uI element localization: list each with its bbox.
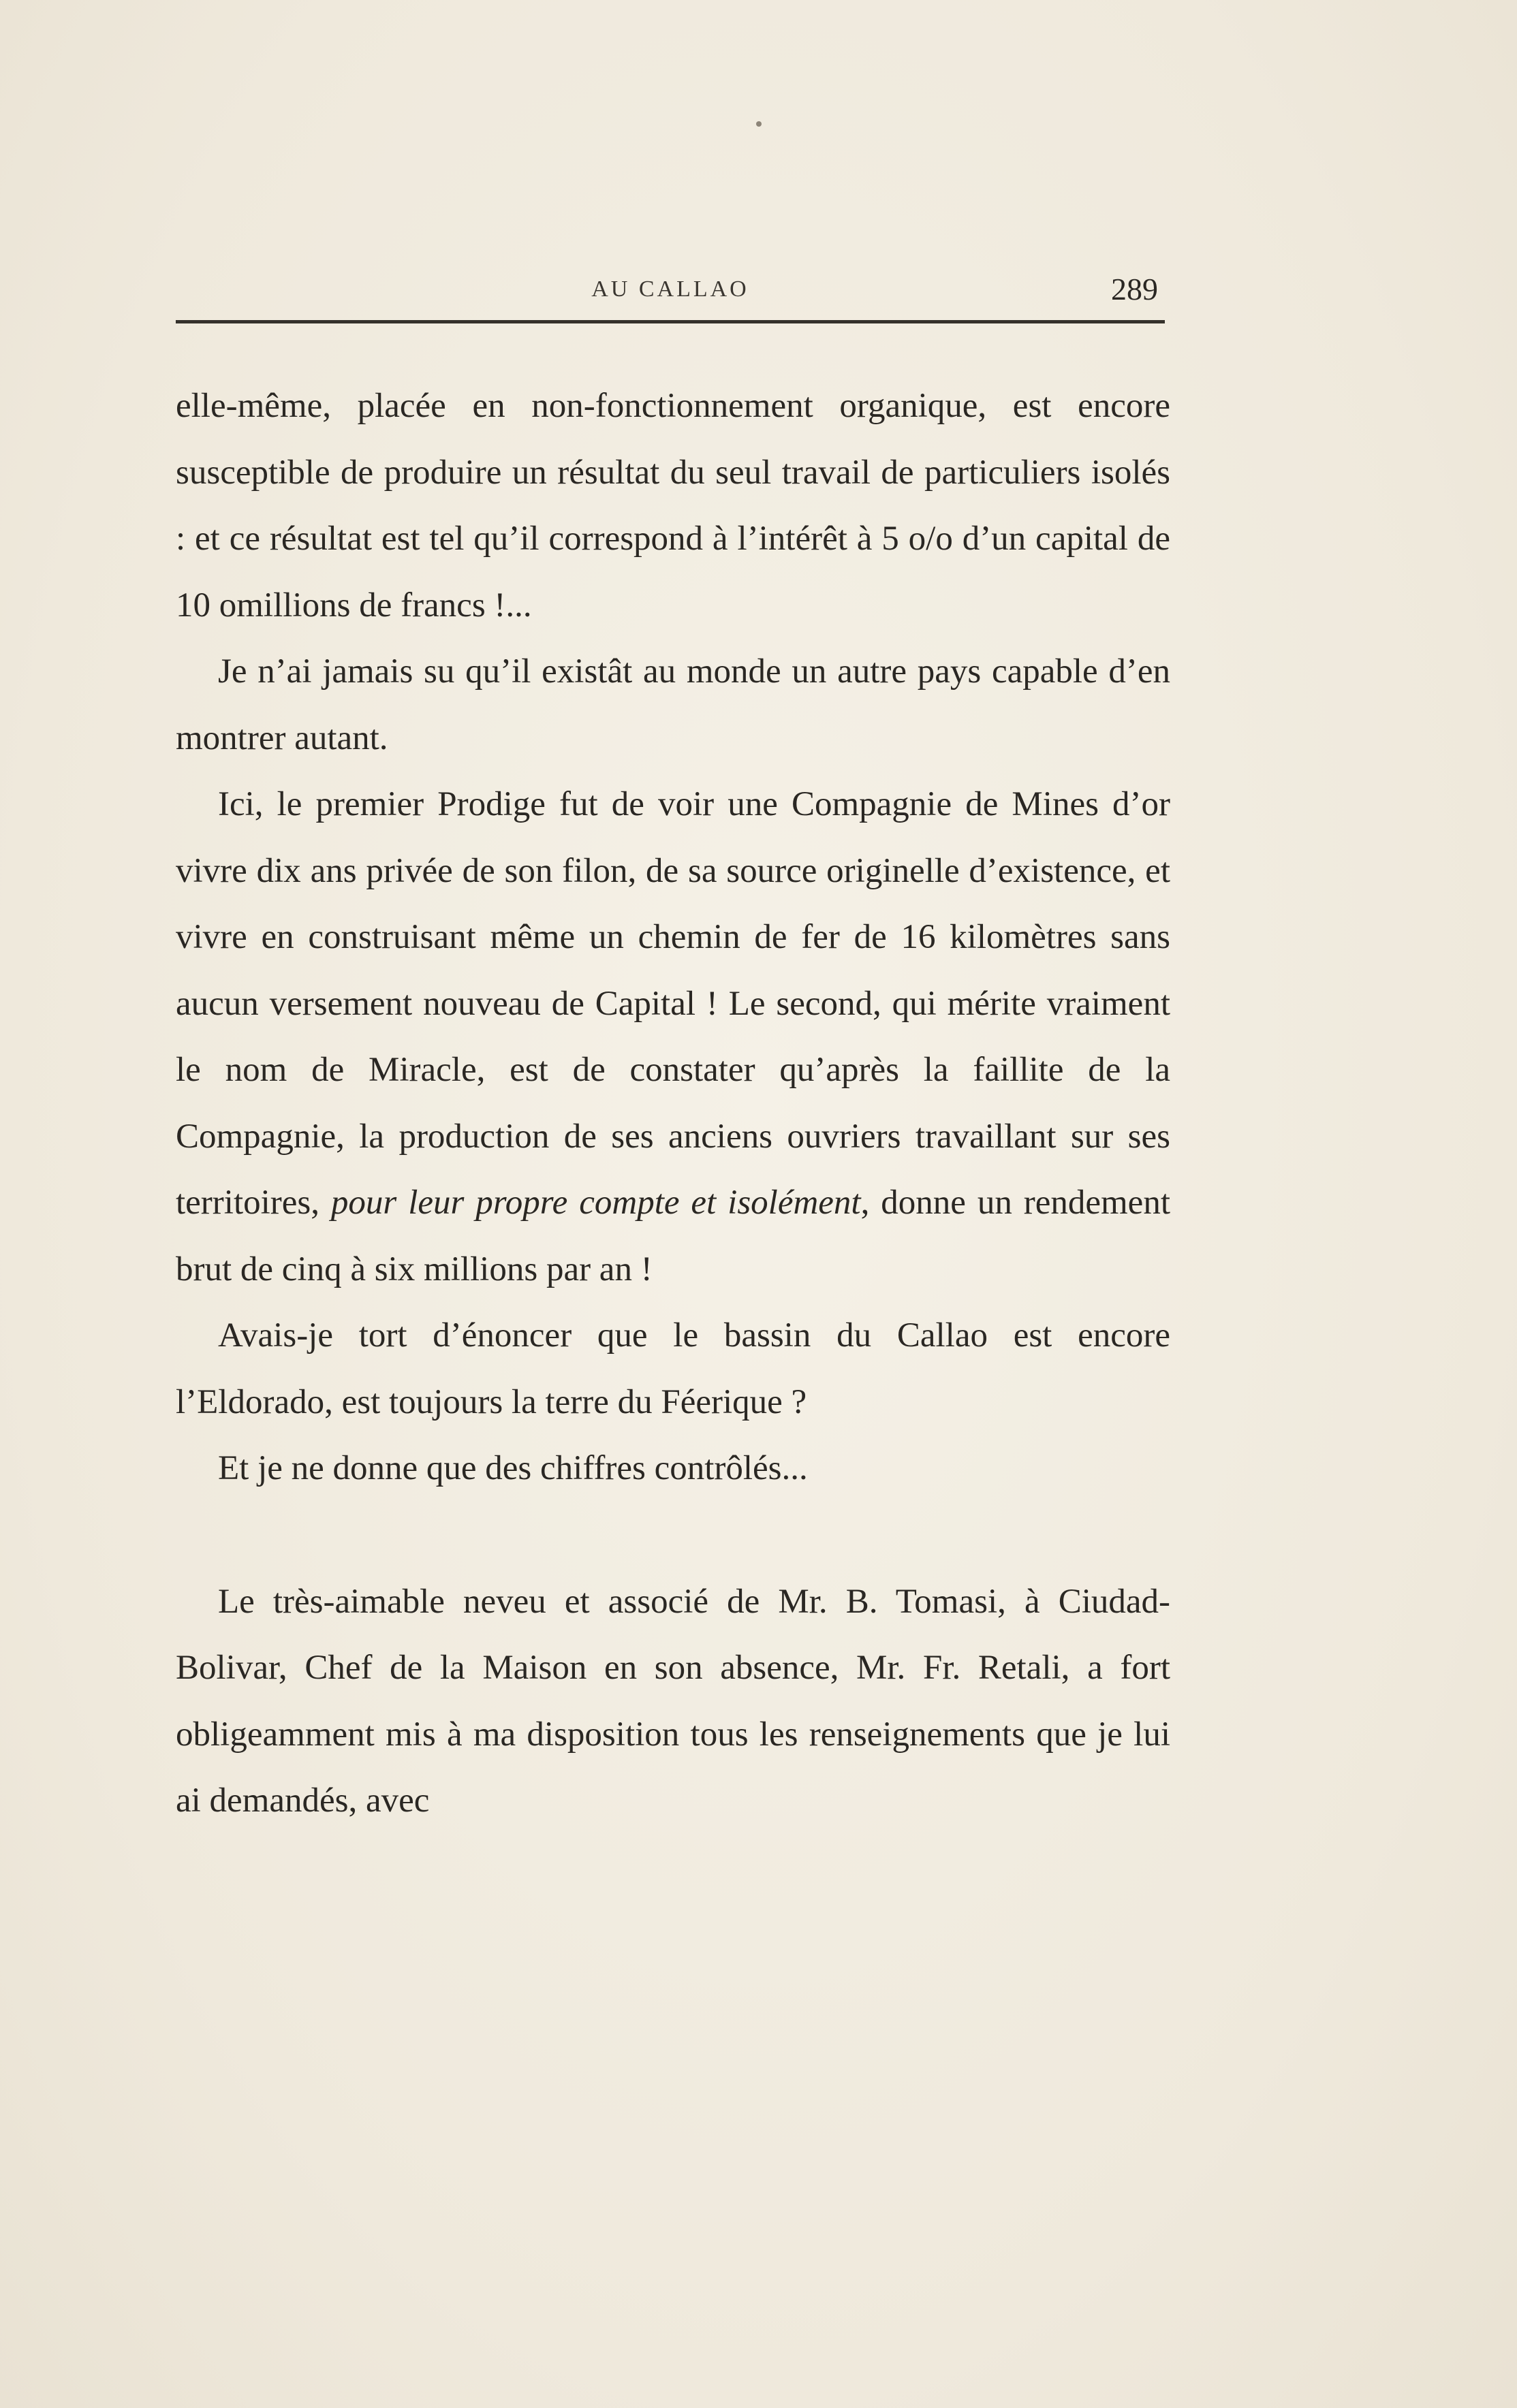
paragraph-6: Le très-aimable neveu et associé de Mr. B. Tomasi, à Ciudad-Bolivar, Chef de la Maison en son absence, Mr. Fr. Retali, a fort obligeamment mis à ma disposition tous les renseignements que je lui ai demandés, avec [176, 1582, 1170, 1820]
paragraph-2: Je n’ai jamais su qu’il existât au monde un autre pays capable d’en montrer autant. [176, 652, 1170, 757]
paragraph-5: Et je ne donne que des chiffres contrôlés... [218, 1449, 808, 1487]
paragraph-1: elle-même, placée en non-fonctionnement organique, est encore susceptible de produire un résultat du seul travail de particuliers isolés : et ce résultat est tel qu’il correspond à l’intérêt à 5 o/o d’un capital de 10 omillions de francs !... [176, 387, 1170, 624]
body-text [176, 373, 1170, 1835]
running-title: AU CALLAO [591, 276, 749, 302]
paragraph-3-start: Ici, le premier Prodige fut de voir une Compagnie de Mines d’or vivre dix ans privée de son filon, de sa source originelle d’existence, et vivre en construisant même un chemin de fer de 16 kilomètres sans aucun versement nouveau de Capital ! Le second, qui mérite vraiment le nom de Miracle, est de constater qu’après la faillite de la Compagnie, la production de ses anciens ouvriers travaillant sur ses territoires, [176, 785, 1170, 1222]
header-rule [176, 320, 1165, 323]
paragraph-3-italic: pour leur propre compte et isolément [330, 1184, 861, 1222]
paper-speck [756, 121, 762, 127]
paragraph-3-end: , donne un rendement brut de cinq à six millions par an ! [176, 1184, 1170, 1288]
paragraph-3 [176, 772, 1170, 1303]
running-head [176, 271, 1165, 312]
page-number: 289 [1111, 272, 1158, 306]
paragraph-4: Avais-je tort d’énoncer que le bassin du Callao est encore l’Eldorado, est toujours la terre du Féerique ? [176, 1316, 1170, 1421]
